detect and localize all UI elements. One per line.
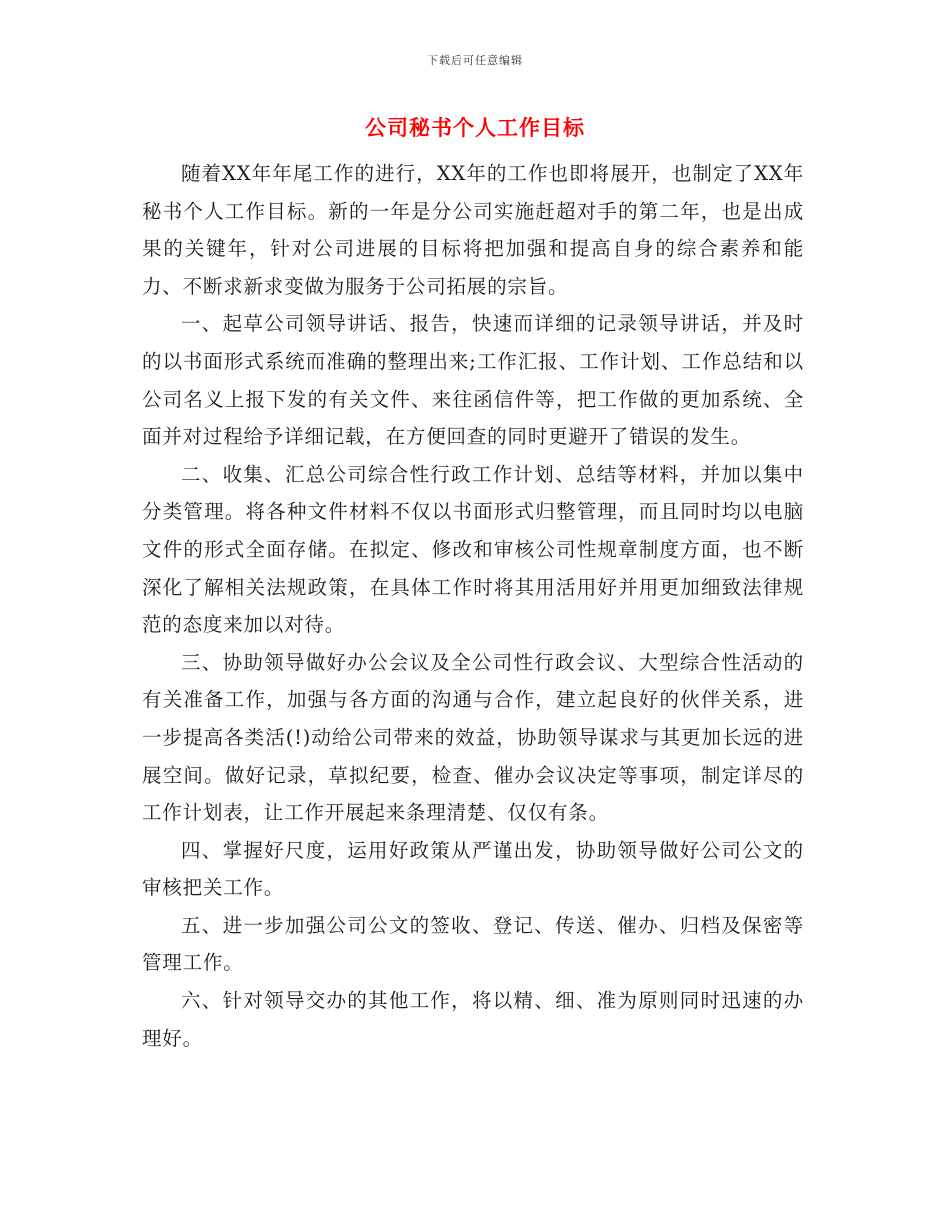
paragraph-item-3: 三、协助领导做好办公会议及全公司性行政会议、大型综合性活动的有关准备工作，加强与各方面的沟通与合作，建立起良好的伙伴关系，进一步提高各类活(!)动给公司带来的效益，协助领导谋求与其更加长远的进展空间。做好记录，草拟纪要，检查、催办会议决定等事项，制定详尽的工作计划表，让工作开展起来条理清楚、仅仅有条。 xyxy=(142,650,804,825)
paragraph-item-5: 五、进一步加强公司公文的签收、登记、传送、催办、归档及保密等管理工作。 xyxy=(142,913,804,975)
paragraph-intro: 随着XX年年尾工作的进行，XX年的工作也即将展开，也制定了XX年秘书个人工作目标。新的一年是分公司实施赶超对手的第二年，也是出成果的关键年，针对公司进展的目标将把加强和提高自身的综合素养和能力、不断求新求变做为服务于公司拓展的宗旨。 xyxy=(142,162,804,298)
paragraph-item-2: 二、收集、汇总公司综合性行政工作计划、总结等材料，并加以集中分类管理。将各种文件材料不仅以书面形式归整管理，而且同时均以电脑文件的形式全面存储。在拟定、修改和审核公司性规章制度方面，也不断深化了解相关法规政策，在具体工作时将其用活用好并用更加细致法律规范的态度来加以对待。 xyxy=(142,462,804,637)
paragraph-item-4: 四、掌握好尺度，运用好政策从严谨出发，协助领导做好公司公文的审核把关工作。 xyxy=(142,838,804,900)
paragraph-item-1: 一、起草公司领导讲话、报告，快速而详细的记录领导讲话，并及时的以书面形式系统而准确的整理出来;工作汇报、工作计划、工作总结和以公司名义上报下发的有关文件、来往函信件等，把工作做的更加系统、全面并对过程给予详细记载，在方便回查的同时更避开了错误的发生。 xyxy=(142,312,804,449)
document-title: 公司秘书个人工作目标 xyxy=(365,115,585,140)
document-body xyxy=(142,155,804,1057)
paragraph-item-6: 六、针对领导交办的其他工作，将以精、细、准为原则同时迅速的办理好。 xyxy=(142,989,804,1050)
header-note: 下载后可任意编辑 xyxy=(427,54,523,67)
